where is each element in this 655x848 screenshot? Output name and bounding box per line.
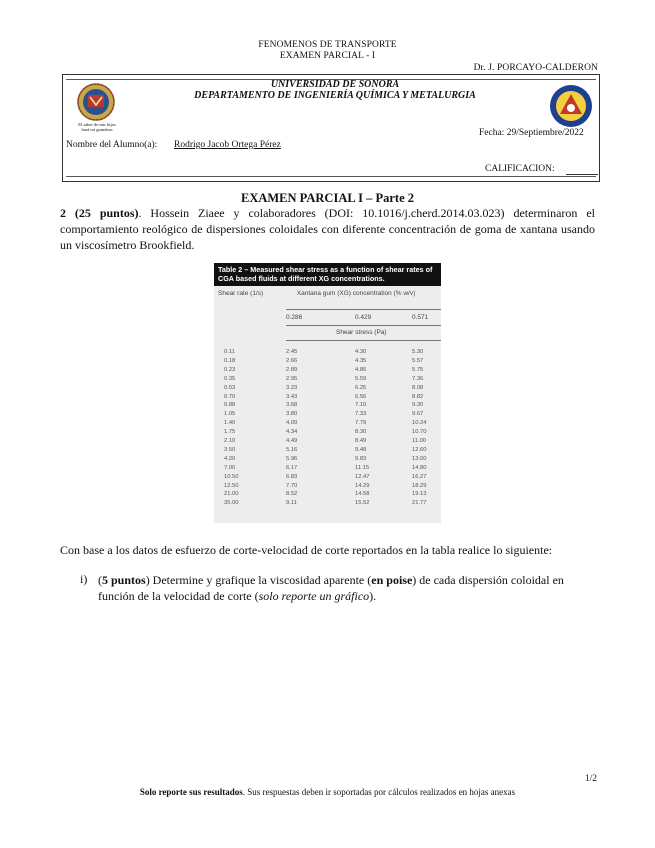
table-shear-rate-cell: 2.10 <box>224 438 236 444</box>
table-stress-cell: 3.43 <box>286 393 298 400</box>
table-caption: Table 2 – Measured shear stress as a function of shear rates of CGA based fluids at different XG concentrations. <box>214 263 441 286</box>
table-shear-rate-cell: 0.23 <box>224 366 236 373</box>
table-stress-cell: 14.80 <box>412 464 427 471</box>
question-i: (5 puntos) Determine y grafique la viscosidad aparente (en poise) de cada dispersión coloidal en función de la velocidad de corte (solo reporte un gráfico). <box>98 573 564 603</box>
question-marker: i) <box>80 572 88 586</box>
table-stress-cell: 6.56 <box>355 393 367 400</box>
footer-bold: Solo reporte sus resultados <box>139 787 243 797</box>
table-stress-cell: 3.23 <box>286 384 298 391</box>
table-stress-cell: 10.70 <box>412 429 427 436</box>
table-stress-cell: 9.11 <box>286 500 297 507</box>
table-stress-cell: 18.29 <box>412 482 427 489</box>
table-shear-rate-cell: 10.50 <box>224 473 239 480</box>
table-shear-rate-cell: 3.50 <box>224 446 236 453</box>
university-name: UNIVERSIDAD DE SONORA <box>270 79 400 90</box>
table-stress-cell: 16.27 <box>412 473 427 480</box>
seal-motto <box>68 122 126 132</box>
problem-statement <box>60 205 595 253</box>
student-label: Nombre del Alumno(a): <box>66 140 158 150</box>
table-stress-cell: 11.00 <box>412 438 427 444</box>
table-shear-rate-cell: 0.18 <box>224 357 236 364</box>
table-stress-cell: 2.89 <box>286 366 298 373</box>
department-logo <box>549 84 593 128</box>
header-box-bottom-rule <box>66 176 596 177</box>
footer-rest: . Sus respuestas deben ir soportadas por cálculos realizados en hojas anexas <box>242 787 516 797</box>
table-conc-2: 0.429 <box>355 314 372 321</box>
table-stress-cell: 2.95 <box>286 375 298 382</box>
table-col-shear-rate: Shear rate (1/s) <box>218 290 264 297</box>
problem-text: . Hossein Ziaee y colaboradores (DOI: 10.1016/j.cherd.2014.03.023) determinaron el comportamiento reológico de dispersiones coloidales con diferente concentración de goma de xantana usando un viscosímetro Brookfield. <box>60 206 595 252</box>
table-stress-cell: 9.83 <box>355 455 367 462</box>
grade-label: CALIFICACION: <box>485 164 555 174</box>
table-conc-3: 0.571 <box>412 314 429 321</box>
exam-date: Fecha: 29/Septiembre/2022 <box>479 128 584 138</box>
table-stress-cell: 5.75 <box>412 366 424 373</box>
seal-motto-line-2: hará mi grandeza <box>81 127 113 132</box>
table-stress-cell: 14.58 <box>355 491 370 498</box>
section-title: EXAMEN PARCIAL I – Parte 2 <box>240 191 415 205</box>
table-stress-cell: 13.00 <box>412 455 427 462</box>
table-stress-cell: 4.49 <box>286 438 298 444</box>
table-stress-cell: 3.80 <box>286 411 298 418</box>
table-shear-rate-cell: 7.00 <box>224 464 236 471</box>
instruction-text: Con base a los datos de esfuerzo de corte-velocidad de corte reportados en la tabla realice lo siguiente: <box>60 543 553 557</box>
table-shear-rate-cell: 12.50 <box>224 482 239 489</box>
table-shear-rate-cell: 35.00 <box>224 500 239 507</box>
table-rule-2 <box>286 325 441 326</box>
table-shear-rate-cell: 0.88 <box>224 402 236 409</box>
table-rule-1 <box>286 309 441 310</box>
university-seal-logo <box>70 83 122 121</box>
table-stress-cell: 4.35 <box>355 357 367 364</box>
course-title: FENOMENOS DE TRANSPORTE <box>258 40 397 50</box>
table-stress-cell: 7.70 <box>286 482 298 489</box>
question-text-c: ). <box>369 589 377 603</box>
question-bold: en poise <box>371 573 413 587</box>
exam-title: EXAMEN PARCIAL - I <box>279 51 376 61</box>
table-stress-cell: 4.34 <box>286 429 298 436</box>
table-shear-rate-cell: 1.40 <box>224 420 236 427</box>
table-col-concentration: Xantana gum (XG) concentration (% w/v) <box>296 290 416 297</box>
table-stress-cell: 5.57 <box>412 357 424 364</box>
table-stress-cell: 4.86 <box>355 366 367 373</box>
table-stress-cell: 8.08 <box>412 384 424 391</box>
table-stress-cell: 8.52 <box>286 491 298 498</box>
table-rule-3 <box>286 340 441 341</box>
table-stress-cell: 19.13 <box>412 491 427 498</box>
table-stress-cell: 3.68 <box>286 402 298 409</box>
table-stress-cell: 14.29 <box>355 482 370 489</box>
table-stress-cell: 6.25 <box>355 384 367 391</box>
table-stress-cell: 6.17 <box>286 464 298 471</box>
table-shear-rate-cell: 21.00 <box>224 491 239 498</box>
table-stress-cell: 8.30 <box>355 429 367 436</box>
seal-motto-line-1: El saber de mis hijos <box>78 122 116 127</box>
table-stress-cell: 7.10 <box>355 402 367 409</box>
department-name: DEPARTAMENTO DE INGENIERÍA QUÍMICA Y METALURGIA <box>194 90 476 101</box>
table-stress-cell: 2.66 <box>286 357 298 364</box>
table-shear-rate-cell: 4.20 <box>224 455 236 462</box>
table-conc-1: 0.286 <box>286 314 303 321</box>
table-stress-label: Shear stress (Pa) <box>336 329 387 336</box>
footer-note <box>0 787 655 797</box>
table-shear-rate-cell: 0.70 <box>224 393 236 400</box>
table-stress-cell: 12.47 <box>355 473 370 480</box>
data-table <box>214 263 441 523</box>
seal-icon <box>70 83 122 121</box>
table-stress-cell: 4.30 <box>355 349 367 355</box>
page-number: 1/2 <box>584 774 597 784</box>
table-stress-cell: 8.82 <box>412 393 424 400</box>
table-stress-cell: 9.48 <box>355 446 367 453</box>
table-stress-cell: 12.60 <box>412 446 427 453</box>
table-stress-cell: 6.83 <box>286 473 298 480</box>
table-shear-rate-cell: 1.05 <box>224 411 236 418</box>
table-shear-rate-cell: 0.11 <box>224 349 235 355</box>
grade-blank <box>566 174 598 175</box>
table-stress-cell: 9.30 <box>412 402 424 409</box>
table-stress-cell: 4.09 <box>286 420 298 427</box>
table-stress-cell: 5.16 <box>286 446 298 453</box>
question-text-a: ) Determine y grafique la viscosidad aparente ( <box>145 573 372 587</box>
table-stress-cell: 21.77 <box>412 500 427 507</box>
table-stress-cell: 15.52 <box>355 500 370 507</box>
table-stress-cell: 5.96 <box>286 455 298 462</box>
table-shear-rate-cell: 0.35 <box>224 375 236 382</box>
question-points: 5 puntos <box>102 573 146 587</box>
table-stress-cell: 7.79 <box>355 420 367 427</box>
table-stress-cell: 5.59 <box>355 375 367 382</box>
table-stress-cell: 7.33 <box>355 411 367 418</box>
table-stress-cell: 8.49 <box>355 438 367 444</box>
table-stress-cell: 7.36 <box>412 375 424 382</box>
question-italic: solo reporte un gráfico <box>258 589 370 603</box>
professor-name: Dr. J. PORCAYO-CALDERON <box>473 63 598 73</box>
student-name: Rodrigo Jacob Ortega Pérez <box>174 140 281 150</box>
table-stress-cell: 10.24 <box>412 420 427 427</box>
table-stress-cell: 2.45 <box>286 349 298 355</box>
department-emblem-icon <box>549 84 593 128</box>
table-shear-rate-cell: 0.53 <box>224 384 236 391</box>
table-stress-cell: 9.67 <box>412 411 424 418</box>
question-text-b: ) de cada dispersión coloidal en función de la velocidad de corte ( <box>98 573 564 603</box>
table-shear-rate-cell: 1.75 <box>224 429 236 436</box>
table-stress-cell: 5.30 <box>412 349 424 355</box>
problem-number: 2 (25 puntos) <box>60 206 139 220</box>
table-stress-cell: 11.15 <box>355 464 370 471</box>
